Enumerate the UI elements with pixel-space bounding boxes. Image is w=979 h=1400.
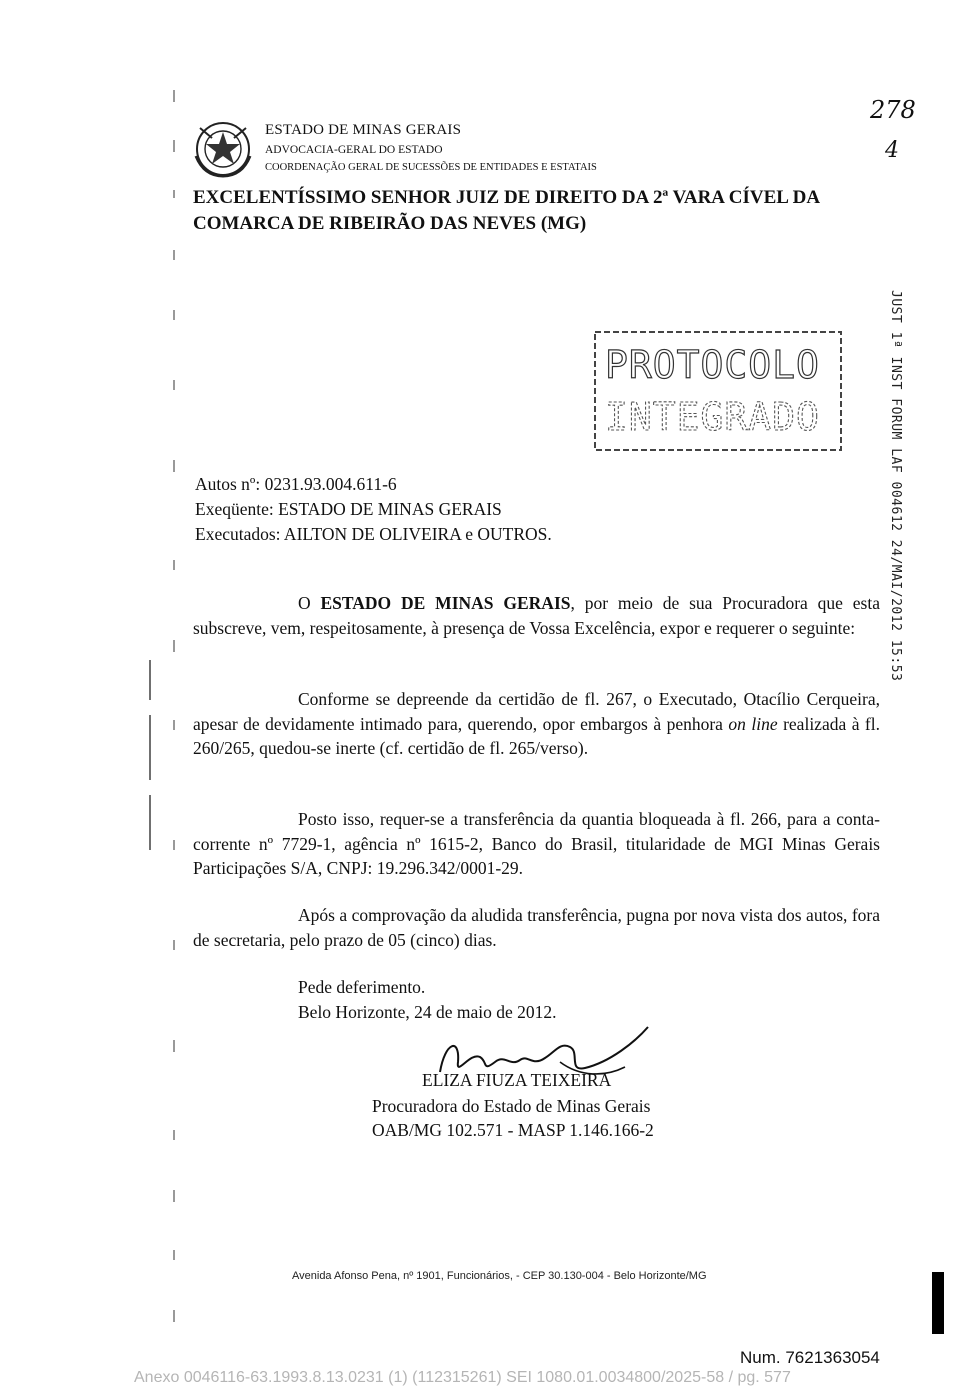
case-info bbox=[195, 472, 552, 547]
document-title bbox=[193, 185, 820, 237]
stamp-line1: PROTOCOLO bbox=[605, 343, 820, 387]
stamp-line2: INTEGRADO bbox=[605, 395, 820, 439]
paragraph-facts bbox=[193, 687, 880, 761]
title-line1: EXCELENTÍSSIMO SENHOR JUIZ DE DIREITO DA 2ª VARA CÍVEL DA bbox=[193, 187, 821, 208]
p4-text: Após a comprovação da aludida transferência, pugna por nova vista dos autos, fora de secretaria, pelo prazo de 05 (cinco) dias. bbox=[193, 905, 880, 950]
case-number: Autos nº: 0231.93.004.611-6 bbox=[195, 474, 397, 494]
paragraph-intro bbox=[193, 591, 880, 640]
closing-block bbox=[298, 975, 557, 1025]
state-coat-of-arms-icon bbox=[190, 118, 256, 180]
signer-role: Procuradora do Estado de Minas Gerais bbox=[372, 1096, 651, 1116]
annex-reference: Anexo 0046116-63.1993.8.13.0231 (1) (112315261) SEI 1080.01.0034800/2025-58 / pg. 577 bbox=[134, 1369, 791, 1386]
case-defendants: Executados: AILTON DE OLIVEIRA e OUTROS. bbox=[195, 524, 552, 544]
handwritten-mark: 4 bbox=[885, 138, 899, 163]
header-org-line2: ADVOCACIA-GERAL DO ESTADO bbox=[265, 144, 443, 156]
p1-party: ESTADO DE MINAS GERAIS bbox=[320, 593, 571, 613]
p1-lead: O bbox=[298, 593, 321, 613]
paragraph-followup bbox=[193, 903, 880, 952]
paragraph-request bbox=[193, 807, 880, 881]
scan-binding-marks bbox=[145, 660, 155, 860]
signer-name: ELIZA FIUZA TEIXEIRA bbox=[422, 1070, 612, 1090]
header-org-line3: COORDENAÇÃO GERAL DE SUCESSÕES DE ENTIDADES E ESTATAIS bbox=[265, 162, 597, 173]
p3-text: Posto isso, requer-se a transferência da quantia bloqueada à fl. 266, para a conta-corrente nº 7729-1, agência nº 1615-2, Banco do Brasil, titularidade de MGI Minas Gerais Participações S/A, CNPJ: 19.296.342/0001-29. bbox=[193, 809, 880, 878]
document-number: Num. 7621363054 bbox=[740, 1348, 880, 1367]
handwritten-page-number: 278 bbox=[870, 96, 916, 124]
signer-registration: OAB/MG 102.571 - MASP 1.146.166-2 bbox=[372, 1120, 654, 1140]
footer-address: Avenida Afonso Pena, nº 1901, Funcionários, - CEP 30.130-004 - Belo Horizonte/MG bbox=[292, 1270, 707, 1282]
court-protocol-stamp: JUST 1ª INST FORUM LAF 004612 24/MAI/2012 15:53 bbox=[888, 290, 903, 682]
p2-part-a: Conforme se depreende da certidão de fl. 267, o Executado, Otacílio Cerqueira, apesar de devidamente intimado para, querendo, opor embargos à penhora bbox=[193, 689, 880, 734]
closing-request: Pede deferimento. bbox=[298, 977, 426, 997]
scan-edge-bar bbox=[932, 1272, 944, 1334]
protocol-stamp bbox=[593, 330, 843, 452]
title-line2: COMARCA DE RIBEIRÃO DAS NEVES (MG) bbox=[193, 213, 587, 234]
scan-margin-ticks bbox=[172, 80, 176, 1340]
p2-part-b: realizada à fl. 260/265, quedou-se inerte (cf. certidão de fl. 265/verso). bbox=[193, 713, 880, 758]
closing-place-date: Belo Horizonte, 24 de maio de 2012. bbox=[298, 1002, 557, 1022]
header-org-line1: ESTADO DE MINAS GERAIS bbox=[265, 122, 462, 138]
p1-rest: , por meio de sua Procuradora que esta subscreve, vem, respeitosamente, à presença de Vossa Excelência, expor e requerer o seguinte: bbox=[193, 593, 881, 638]
case-plaintiff: Exeqüente: ESTADO DE MINAS GERAIS bbox=[195, 499, 502, 519]
p2-italic: on line bbox=[728, 713, 778, 734]
